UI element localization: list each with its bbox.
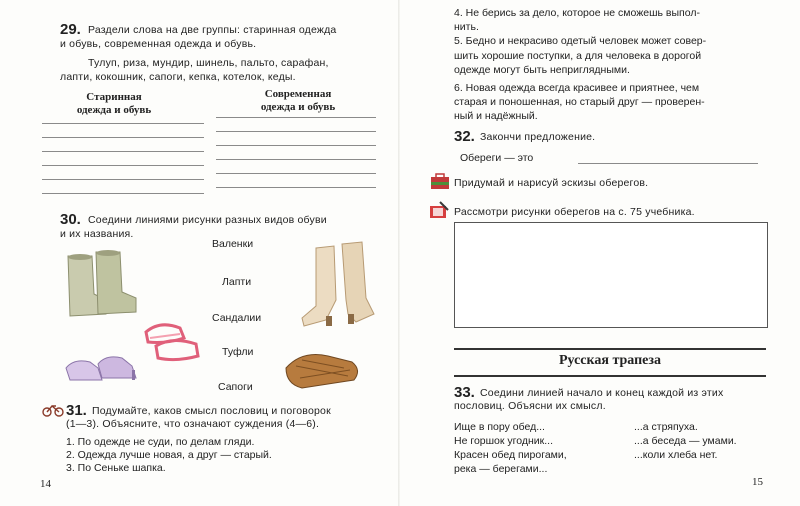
column-header-modern-line2: одежда и обувь xyxy=(260,101,336,113)
task-32-number: 32. xyxy=(454,128,475,145)
task-29-prompt-line1: Раздели слова на две группы: старинная одежда xyxy=(88,24,337,36)
proverb-line: нить. xyxy=(454,21,479,34)
proverb-end[interactable]: ...коли хлеба нет. xyxy=(634,449,718,461)
proverb-line: 5. Бедно и некрасиво одетый человек может совер- xyxy=(454,35,707,48)
tufli-illustration[interactable] xyxy=(62,344,142,386)
valenki-illustration[interactable] xyxy=(62,250,142,326)
lapti-illustration[interactable] xyxy=(282,346,366,394)
proverb-line: одежде могут быть неприглядными. xyxy=(454,63,630,76)
proverb-line: 6. Новая одежда всегда красивее и приятнее, чем xyxy=(454,82,700,95)
right-page xyxy=(400,0,800,506)
task-32-prompt: Закончи предложение. xyxy=(480,131,596,143)
proverb-starts xyxy=(454,420,567,476)
task-31-prompt-line1: Подумайте, каков смысл пословиц и поговорок xyxy=(92,405,331,417)
proverb-line: ный и надёжный. xyxy=(454,110,538,123)
proverb-ends xyxy=(634,420,737,462)
task-29-words-line1: Тулуп, риза, мундир, шинель, пальто, сарафан, xyxy=(88,57,329,69)
proverb-item: 3. По Сеньке шапка. xyxy=(66,462,166,474)
proverb-start[interactable]: Красен обед пирогами, xyxy=(454,449,567,461)
task-30-prompt-line2: и их названия. xyxy=(60,228,134,240)
page-number: 15 xyxy=(752,476,763,488)
proverb-start[interactable]: Не горшок угодник... xyxy=(454,435,553,447)
column-header-old xyxy=(58,91,170,117)
column-header-modern-line1: Современная xyxy=(264,88,332,100)
answer-line[interactable] xyxy=(216,173,376,174)
proverb-item: 2. Одежда лучше новая, а друг — старый. xyxy=(66,449,272,461)
task-33-prompt-line1: Соедини линией начало и конец каждой из этих xyxy=(480,387,724,399)
task-29-prompt-line2: и обувь, современная одежда и обувь. xyxy=(60,38,257,50)
section-title: Русская трапеза xyxy=(558,353,662,368)
task-31-prompt-line2: (1—3). Объясните, что означают суждения (4—6). xyxy=(66,418,320,430)
page-number: 14 xyxy=(40,478,51,490)
task-33-number: 33. xyxy=(454,384,475,401)
proverbs-continued xyxy=(454,6,706,124)
column-header-old-line1: Старинная xyxy=(86,91,142,103)
shoe-label-sandalii[interactable]: Сандалии xyxy=(212,312,262,324)
answer-line[interactable] xyxy=(42,179,204,180)
proverb-line: шить хорошие поступки, а для человека в дорогой xyxy=(454,49,702,62)
column-header-modern xyxy=(233,88,363,114)
proverbs-list xyxy=(66,436,272,475)
answer-line[interactable] xyxy=(216,131,376,132)
sandals-illustration[interactable] xyxy=(140,318,206,364)
answer-line[interactable] xyxy=(42,165,204,166)
task-31-number: 31. xyxy=(66,402,87,419)
task-30-number: 30. xyxy=(60,211,81,228)
shoe-label-valenki[interactable]: Валенки xyxy=(212,238,254,250)
proverb-end[interactable]: ...а беседа — умами. xyxy=(634,435,737,447)
answer-line[interactable] xyxy=(42,123,204,124)
look-amulets-task: Рассмотри рисунки оберегов на с. 75 учебника. xyxy=(454,206,695,218)
briefcase-icon xyxy=(430,172,450,190)
answer-line[interactable] xyxy=(42,193,204,194)
answer-line[interactable] xyxy=(42,151,204,152)
bicycle-icon xyxy=(42,403,64,417)
proverb-start[interactable]: река — берегами... xyxy=(454,463,548,475)
sentence-answer-line[interactable] xyxy=(578,163,758,164)
answer-line[interactable] xyxy=(216,145,376,146)
book-pencil-icon xyxy=(428,201,450,219)
task-30-prompt-line1: Соедини линиями рисунки разных видов обуви xyxy=(88,214,327,226)
proverb-line: старая и поношенная, но старый друг — проверен- xyxy=(454,96,705,109)
task-29-number: 29. xyxy=(60,21,81,38)
proverb-end[interactable]: ...а стряпуха. xyxy=(634,421,698,433)
task-29-words-line2: лапти, кокошник, сапоги, кепка, котелок, кеды. xyxy=(60,71,296,83)
shoe-label-sapogi[interactable]: Сапоги xyxy=(218,381,253,393)
amulet-sentence: Обереги — это xyxy=(460,152,534,164)
drawing-box[interactable] xyxy=(454,222,768,328)
section-divider xyxy=(454,375,766,377)
column-header-old-line2: одежда и обувь xyxy=(76,104,152,116)
task-33-prompt-line2: пословиц. Объясни их смысл. xyxy=(454,400,606,412)
shoe-label-tufli[interactable]: Туфли xyxy=(222,346,254,358)
proverb-line: 4. Не берись за дело, которое не сможешь выпол- xyxy=(454,7,700,19)
draw-amulets-task: Придумай и нарисуй эскизы оберегов. xyxy=(454,177,649,189)
answer-line[interactable] xyxy=(216,117,376,118)
proverb-start[interactable]: Ище в пору обед... xyxy=(454,421,545,433)
boots-illustration[interactable] xyxy=(296,240,382,332)
section-divider xyxy=(454,348,766,350)
answer-line[interactable] xyxy=(216,187,376,188)
answer-line[interactable] xyxy=(42,137,204,138)
proverb-item: 1. По одежде не суди, по делам гляди. xyxy=(66,436,255,448)
answer-line[interactable] xyxy=(216,159,376,160)
shoe-label-lapti[interactable]: Лапти xyxy=(222,276,252,288)
